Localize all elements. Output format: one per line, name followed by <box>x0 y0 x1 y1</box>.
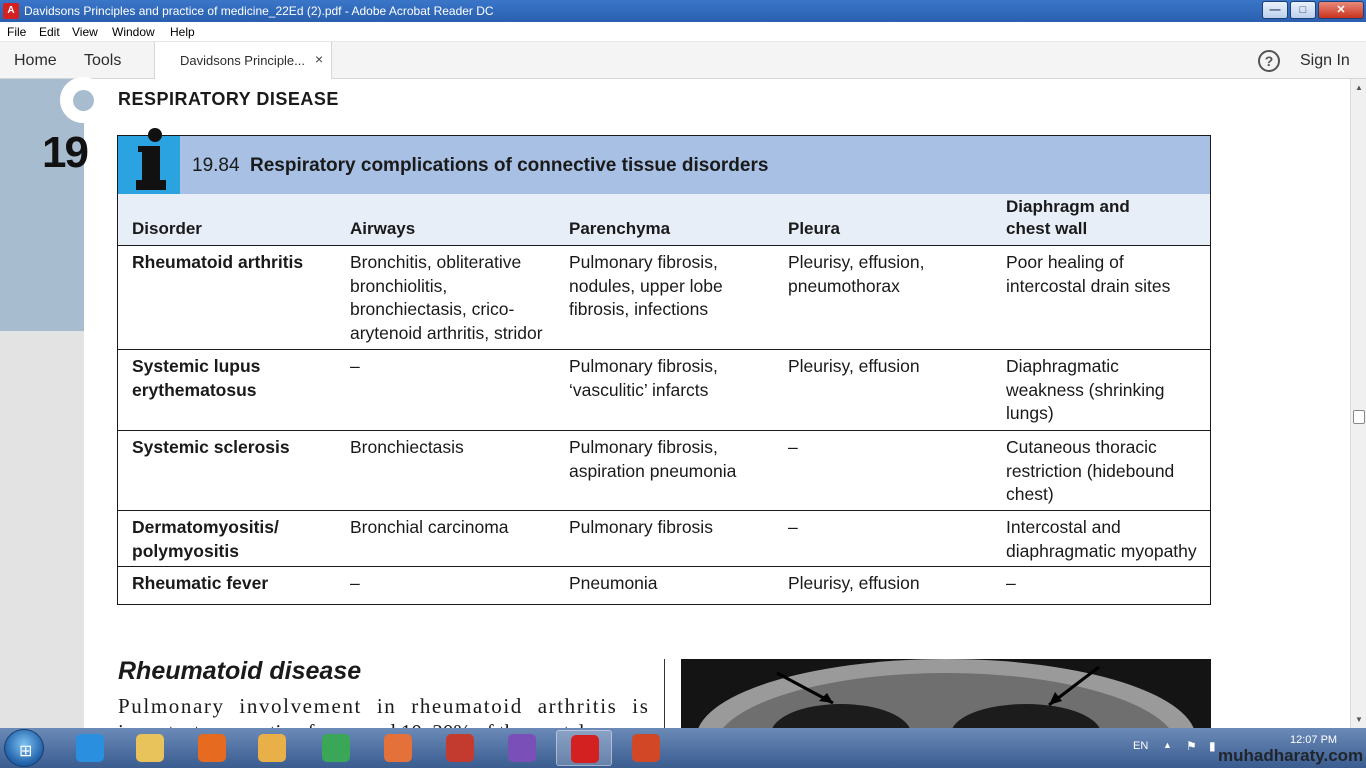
cell-disorder: Dermatomyositis/ polymyositis <box>132 517 279 561</box>
tab-tools[interactable]: Tools <box>84 52 122 69</box>
column-divider <box>664 659 665 728</box>
file-explorer-icon <box>136 734 164 762</box>
close-window-button[interactable]: ✕ <box>1318 1 1364 19</box>
cell-disorder: Rheumatic fever <box>132 573 269 593</box>
info-block <box>118 136 180 194</box>
cell-parenchyma: Pulmonary fibrosis, nodules, upper lobe fibrosis, infections <box>569 252 723 319</box>
ct-scan-image <box>681 659 1211 728</box>
powerpoint-icon <box>632 734 660 762</box>
acrobat-reader-icon <box>571 735 599 763</box>
minimize-button[interactable]: — <box>1262 1 1288 19</box>
network-icon[interactable]: ▮ <box>1209 739 1216 753</box>
taskbar-app-button[interactable] <box>618 730 674 766</box>
taskbar-app-button[interactable] <box>62 730 118 766</box>
cell-parenchyma: Pulmonary fibrosis, aspiration pneumonia <box>569 437 737 481</box>
tab-home[interactable]: Home <box>14 52 57 69</box>
window-title: Davidsons Principles and practice of medicine_22Ed (2).pdf - Adobe Acrobat Reader DC <box>24 4 494 18</box>
cell-pleura: – <box>788 437 798 457</box>
table-row <box>118 511 1210 567</box>
info-icon <box>118 136 180 194</box>
taskbar-app-button[interactable] <box>244 730 300 766</box>
menu-help[interactable]: Help <box>170 25 195 39</box>
chrome-icon <box>322 734 350 762</box>
taskbar-app-button[interactable] <box>432 730 488 766</box>
table-row <box>118 246 1210 350</box>
taskbar-app-button[interactable] <box>556 730 612 766</box>
col-pleura: Pleura <box>788 219 840 238</box>
box-header <box>118 136 1210 194</box>
cell-airways: Bronchitis, obliterative bronchiolitis, bronchiectasis, crico-arytenoid arthritis, stridor <box>350 252 543 343</box>
info-box-table <box>117 135 1211 605</box>
maximize-button[interactable]: □ <box>1290 1 1316 19</box>
taskbar-app-button[interactable] <box>184 730 240 766</box>
box-number: 19.84 <box>192 155 240 176</box>
running-head: RESPIRATORY DISEASE <box>118 89 339 109</box>
title-bar <box>0 0 1366 22</box>
clock[interactable]: 12:07 PM <box>1290 734 1338 746</box>
cell-disorder: Systemic lupus erythematosus <box>132 356 261 400</box>
box-title: Respiratory complications of connective tissue disorders <box>250 155 769 176</box>
col-disorder: Disorder <box>132 219 202 238</box>
menu-window[interactable]: Window <box>112 25 155 39</box>
cell-pleura: – <box>788 517 798 537</box>
cell-parenchyma: Pneumonia <box>569 573 658 593</box>
tab-bar <box>0 42 1366 79</box>
cell-parenchyma: Pulmonary fibrosis <box>569 517 713 537</box>
sign-in-button[interactable]: Sign In <box>1300 52 1350 69</box>
mail-icon <box>384 734 412 762</box>
cell-diaphragm: – <box>1006 573 1016 593</box>
table-row <box>118 350 1210 431</box>
body-line-1: Pulmonary involvement in rheumatoid arthritis is <box>118 694 650 718</box>
col-airways: Airways <box>350 219 416 238</box>
section-heading: Rheumatoid disease <box>118 657 362 685</box>
cell-airways: Bronchial carcinoma <box>350 517 509 537</box>
menu-bar <box>0 22 1366 42</box>
cell-pleura: Pleurisy, effusion <box>788 356 920 376</box>
acrobat-icon: A <box>3 3 19 19</box>
language-indicator[interactable]: EN <box>1133 740 1149 752</box>
media-player-icon <box>258 734 286 762</box>
table-row <box>118 431 1210 511</box>
action-center-icon[interactable]: ⚑ <box>1186 739 1197 753</box>
cell-airways: – <box>350 573 360 593</box>
watermark: muhadharaty.com <box>1218 746 1364 765</box>
ct-scan-graphic <box>681 659 1211 728</box>
taskbar <box>0 728 1366 768</box>
table-row <box>118 567 1210 604</box>
chapter-number: 19 <box>42 128 87 177</box>
cell-pleura: Pleurisy, effusion <box>788 573 920 593</box>
cell-diaphragm: Poor healing of intercostal drain sites <box>1006 252 1171 296</box>
tab-document[interactable] <box>154 42 332 79</box>
taskbar-app-button[interactable] <box>370 730 426 766</box>
menu-edit[interactable]: Edit <box>39 25 60 39</box>
viber-icon <box>508 734 536 762</box>
scroll-up-icon[interactable]: ▲ <box>1355 83 1363 92</box>
menu-view[interactable]: View <box>72 25 98 39</box>
start-button[interactable] <box>4 729 44 767</box>
taskbar-app-button[interactable] <box>122 730 178 766</box>
show-hidden-icons-icon[interactable]: ▲ <box>1163 740 1172 750</box>
scroll-down-icon[interactable]: ▼ <box>1355 715 1363 724</box>
close-tab-icon[interactable]: × <box>315 51 324 67</box>
firefox-icon <box>198 734 226 762</box>
cell-parenchyma: Pulmonary fibrosis, ‘vasculitic’ infarcts <box>569 356 718 400</box>
windows-logo-icon: ⊞ <box>19 743 33 760</box>
col-diaphragm: Diaphragm and chest wall <box>1006 197 1130 238</box>
cell-diaphragm: Intercostal and diaphragmatic myopathy <box>1006 517 1197 561</box>
cell-diaphragm: Cutaneous thoracic restriction (hidebound chest) <box>1006 437 1175 504</box>
messenger-icon <box>446 734 474 762</box>
chapter-tab-dot <box>73 90 94 111</box>
cell-airways: – <box>350 356 360 376</box>
cell-disorder: Systemic sclerosis <box>132 437 290 457</box>
cell-disorder: Rheumatoid arthritis <box>132 252 304 272</box>
taskbar-app-button[interactable] <box>308 730 364 766</box>
col-parenchyma: Parenchyma <box>569 219 671 238</box>
taskbar-app-button[interactable] <box>494 730 550 766</box>
vertical-scrollbar[interactable] <box>1350 79 1366 728</box>
cell-airways: Bronchiectasis <box>350 437 464 457</box>
internet-explorer-icon <box>76 734 104 762</box>
menu-file[interactable]: File <box>7 25 27 39</box>
document-tab-label: Davidsons Principle... <box>180 53 305 68</box>
help-icon[interactable]: ? <box>1258 50 1280 72</box>
document-viewport[interactable] <box>0 79 1366 728</box>
cell-diaphragm: Diaphragmatic weakness (shrinking lungs) <box>1006 356 1165 423</box>
column-header-row <box>118 194 1210 246</box>
scroll-thumb[interactable] <box>1353 410 1365 424</box>
cell-pleura: Pleurisy, effusion, pneumothorax <box>788 252 925 296</box>
